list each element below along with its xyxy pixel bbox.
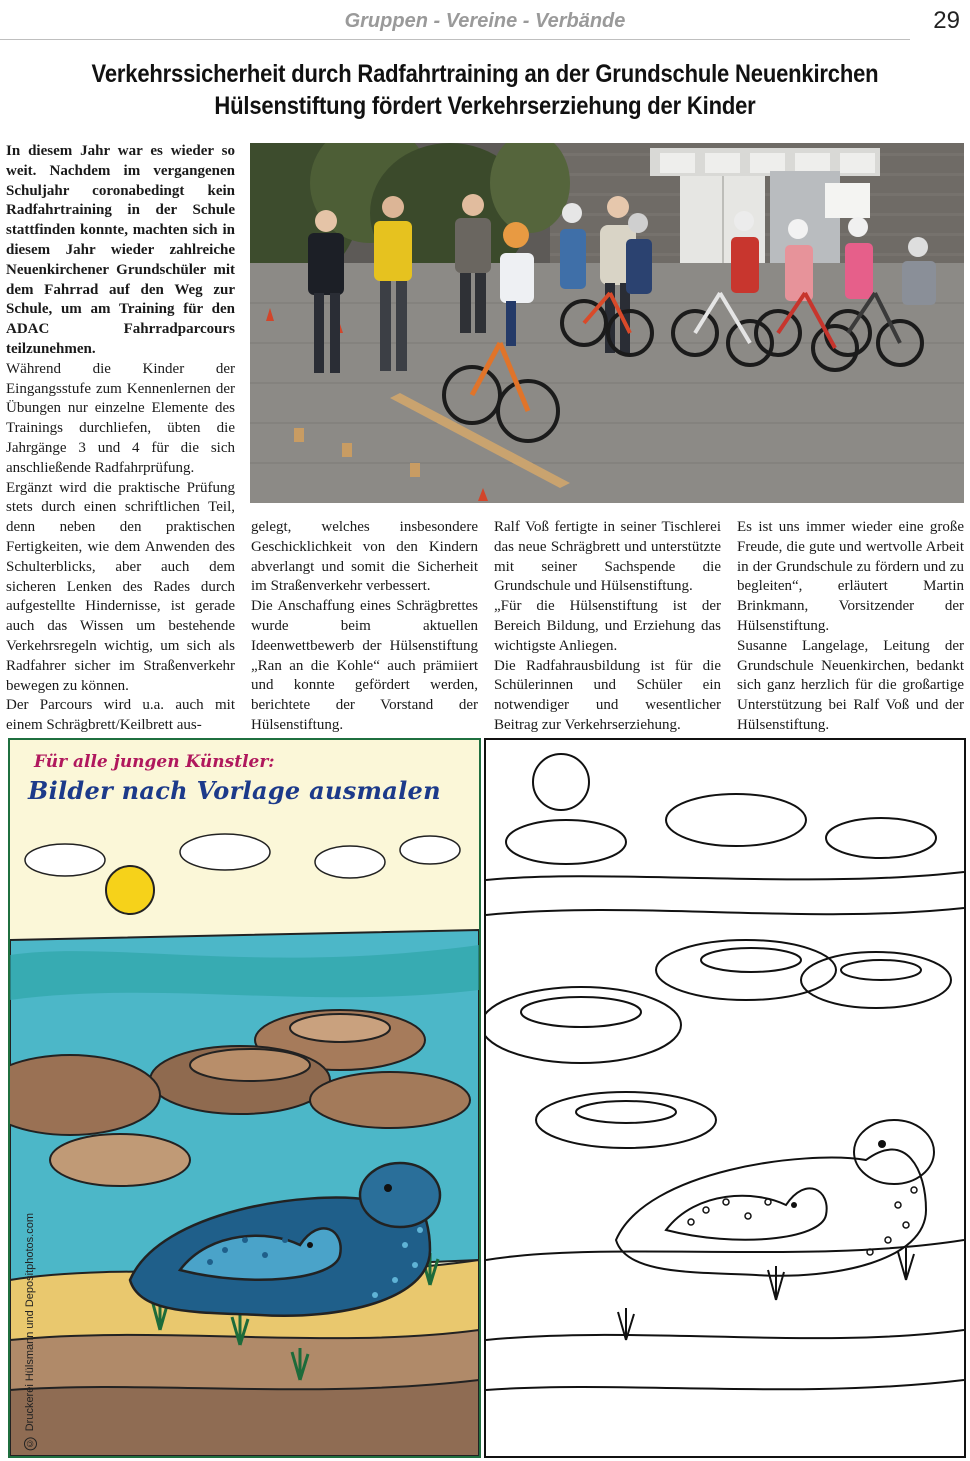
article-column-2 — [251, 518, 478, 736]
article-paragraph: Die Radfahrausbildung ist für die Schülerinnen und Schüler ein notwendiger und wesentlicher Beitrag zur Verkehrserziehung. — [494, 657, 721, 733]
article-column-1 — [6, 142, 235, 736]
section-title: Gruppen - Vereine - Verbände — [344, 10, 626, 32]
copyright-symbol: © — [25, 1438, 35, 1449]
page-number: 29 — [933, 7, 960, 34]
colored-seal-illustration — [10, 740, 479, 1456]
article-paragraph: Während die Kinder der Eingangsstufe zum Kennenlernen der Übungen nur einzelne Elemente des Trainings durchliefen, übten die Jahrgänge 3 und 4 für die sich anschließende Radfahrprüfung. — [6, 360, 235, 476]
outline-seal-illustration — [486, 740, 964, 1456]
article-photo — [250, 143, 964, 503]
photo-illustration — [250, 143, 964, 503]
coloring-template-colored — [8, 738, 481, 1458]
headline-line-1: Verkehrssicherheit durch Radfahrtraining an der Grundschule Neuenkirchen — [91, 60, 879, 88]
page-header — [0, 0, 970, 48]
article-paragraph: Es ist uns immer wieder eine große Freude, die gute und wertvolle Arbeit in der Grundschule zu fördern und zu begleiten“, erläutert Martin Brinkmann, Vorsitzender der Hülsenstiftung. — [737, 519, 964, 634]
article-paragraph: Die Anschaffung eines Schrägbrettes wurde beim aktuellen Ideenwettbewerb der Hülsenstiftung „Ran an die Kohle“ auch prämiiert und konnte gefördert werden, berichtete der Vorstand der Hülsenstiftung. — [251, 598, 478, 733]
article-column-3 — [494, 518, 721, 736]
article-paragraph: „Für die Hülsenstiftung ist der Bereich Bildung, und Erziehung das wichtigste Anliegen. — [494, 598, 721, 654]
article-column-4 — [737, 518, 964, 736]
coloring-template-outline — [484, 738, 966, 1458]
article-paragraph: Der Parcours wird u.a. auch mit einem Schrägbrett/Keilbrett aus- — [6, 697, 235, 734]
article-paragraph: Ergänzt wird die praktische Prüfung stets durch einen schriftlichen Teil, denn neben den praktischen Fertigkeiten, wie dem Anwenden des Schulterblicks, aber auch dem sicheren Lenken des Rades durch aufgestellte Hindernisse, ist gerade auch das Wissen um bestehende Verkehrsregeln wichtig, um sich als Radfahrer sicher im Straßenverkehr bewegen zu können. — [6, 479, 235, 694]
promo-title: Bilder nach Vorlage ausmalen — [28, 776, 441, 805]
image-credit — [24, 1213, 37, 1450]
article-paragraph: Susanne Langelage, Leitung der Grundschule Neuenkirchen, bedankt sich ganz herzlich für die großartige Unterstützung bei Ralf Voß und der Hülsenstiftung. — [737, 637, 964, 733]
article-headline — [58, 58, 912, 122]
image-credit-text: Druckerei Hülsmann und Depositphotos.com — [24, 1212, 36, 1431]
article-paragraph: Ralf Voß fertigte in seiner Tischlerei das neue Schrägbrett und unterstützte mit seiner Sachspende die Grundschule und Hülsenstiftung. — [494, 519, 721, 595]
article-paragraph: gelegt, welches insbesondere Geschicklichkeit von den Kindern abverlangt und somit die Sicherheit im Straßenverkehr verbessert. — [251, 519, 478, 595]
headline-line-2: Hülsenstiftung fördert Verkehrserziehung der Kinder — [214, 92, 756, 120]
article-lead: In diesem Jahr war es wieder so weit. Nachdem im vergangenen Schuljahr coronabedingt kein Radfahrtraining in der Schule stattfinden konnte, machten sich in diesem Jahr wieder zahlreiche Neuenkirchener Grundschüler mit dem Fahrrad auf den Weg zur Schule, um am Training für den ADAC Fahrradparcours teilzunehmen. — [6, 143, 235, 357]
promo-kicker: Für alle jungen Künstler: — [34, 752, 275, 772]
